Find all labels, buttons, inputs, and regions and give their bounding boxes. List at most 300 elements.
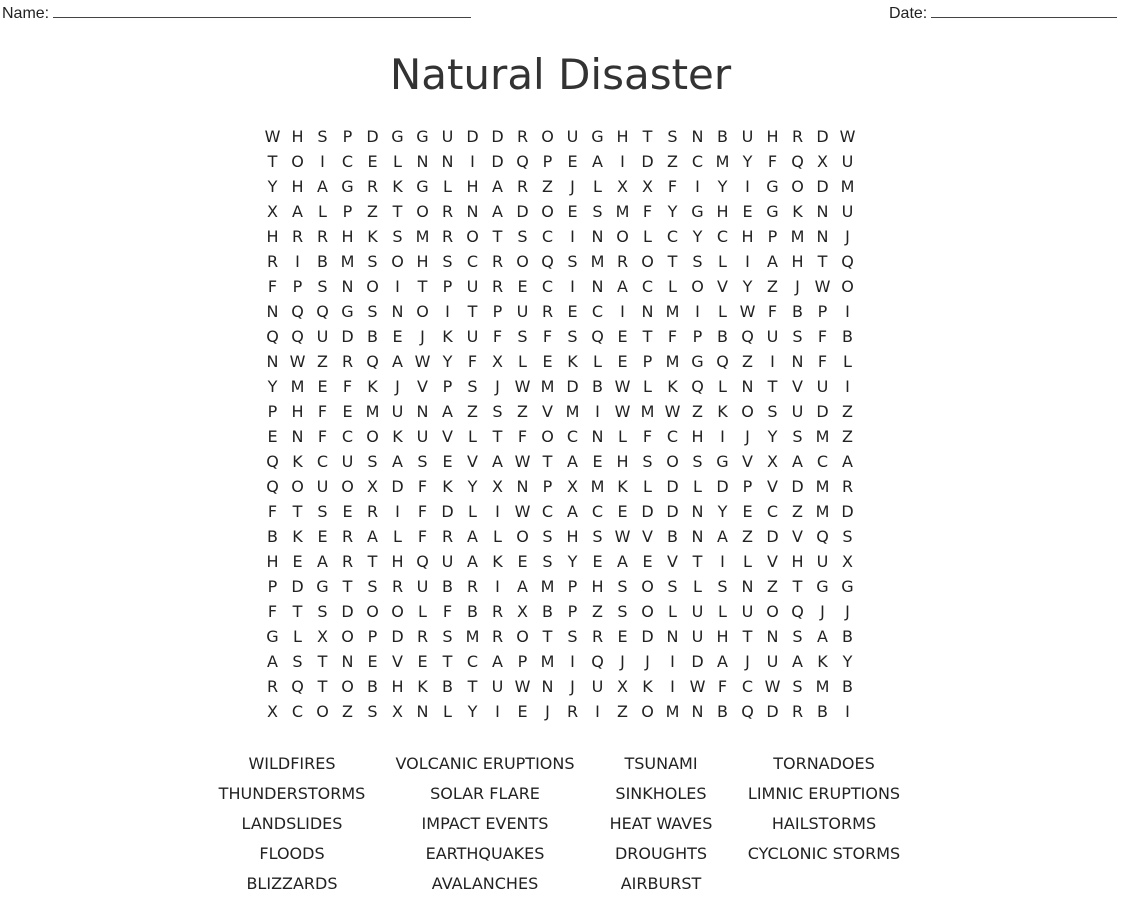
grid-letter[interactable]: K — [392, 427, 403, 446]
grid-letter[interactable]: D — [341, 602, 354, 621]
grid-letter[interactable]: E — [617, 502, 628, 521]
grid-letter[interactable]: Q — [791, 152, 804, 171]
grid-letter[interactable]: W — [664, 402, 681, 421]
grid-letter[interactable]: P — [267, 402, 278, 421]
grid-letter[interactable]: I — [670, 677, 675, 696]
grid-letter[interactable]: R — [441, 227, 454, 246]
grid-letter[interactable]: S — [542, 552, 553, 571]
grid-letter[interactable]: G — [691, 352, 704, 371]
grid-letter[interactable]: I — [770, 352, 775, 371]
grid-letter[interactable]: J — [845, 602, 850, 621]
grid-letter[interactable]: P — [492, 302, 503, 321]
grid-letter[interactable]: A — [442, 402, 453, 421]
grid-letter[interactable]: B — [592, 377, 603, 396]
grid-letter[interactable]: D — [441, 502, 454, 521]
grid-letter[interactable]: J — [570, 677, 575, 696]
grid-letter[interactable]: S — [792, 677, 803, 696]
grid-letter[interactable]: N — [591, 427, 604, 446]
grid-letter[interactable]: O — [516, 252, 529, 271]
grid-letter[interactable]: S — [667, 577, 678, 596]
grid-letter[interactable]: O — [516, 527, 529, 546]
grid-letter[interactable]: N — [516, 477, 529, 496]
grid-letter[interactable]: M — [540, 652, 555, 671]
grid-letter[interactable]: Z — [467, 402, 478, 421]
grid-letter[interactable]: Z — [767, 277, 778, 296]
grid-letter[interactable]: F — [267, 277, 278, 296]
grid-letter[interactable]: E — [742, 202, 753, 221]
grid-letter[interactable]: Y — [767, 427, 778, 446]
grid-letter[interactable]: X — [517, 602, 528, 621]
grid-letter[interactable]: A — [467, 527, 478, 546]
grid-letter[interactable]: D — [716, 477, 729, 496]
grid-letter[interactable]: B — [267, 527, 278, 546]
grid-letter[interactable]: P — [567, 602, 578, 621]
grid-letter[interactable]: U — [816, 552, 829, 571]
grid-letter[interactable]: U — [316, 327, 329, 346]
grid-letter[interactable]: F — [467, 352, 478, 371]
grid-letter[interactable]: G — [591, 127, 604, 146]
grid-letter[interactable]: O — [841, 277, 854, 296]
grid-letter[interactable]: V — [742, 452, 753, 471]
grid-letter[interactable]: E — [442, 452, 453, 471]
grid-letter[interactable]: S — [567, 627, 578, 646]
grid-letter[interactable]: N — [416, 402, 429, 421]
grid-letter[interactable]: S — [317, 602, 328, 621]
grid-letter[interactable]: A — [592, 152, 603, 171]
grid-letter[interactable]: Q — [816, 527, 829, 546]
grid-letter[interactable]: P — [542, 152, 553, 171]
grid-letter[interactable]: X — [617, 677, 628, 696]
grid-letter[interactable]: S — [592, 202, 603, 221]
grid-letter[interactable]: T — [492, 227, 503, 246]
grid-letter[interactable]: Y — [717, 177, 728, 196]
grid-letter[interactable]: Q — [266, 327, 279, 346]
grid-letter[interactable]: O — [616, 227, 629, 246]
grid-letter[interactable]: C — [666, 427, 679, 446]
grid-letter[interactable]: W — [614, 402, 631, 421]
grid-letter[interactable]: E — [317, 377, 328, 396]
grid-letter[interactable]: U — [441, 552, 454, 571]
grid-letter[interactable]: X — [617, 177, 628, 196]
grid-letter[interactable]: G — [341, 177, 354, 196]
grid-letter[interactable]: P — [442, 377, 453, 396]
grid-letter[interactable]: S — [767, 402, 778, 421]
grid-letter[interactable]: L — [743, 552, 752, 571]
grid-letter[interactable]: U — [416, 577, 429, 596]
grid-letter[interactable]: S — [692, 452, 703, 471]
grid-letter[interactable]: L — [668, 602, 677, 621]
grid-letter[interactable]: C — [541, 502, 554, 521]
grid-letter[interactable]: T — [542, 452, 553, 471]
grid-letter[interactable]: Y — [267, 377, 278, 396]
grid-letter[interactable]: D — [641, 627, 654, 646]
grid-letter[interactable]: D — [516, 202, 529, 221]
date-blank-line[interactable] — [931, 3, 1117, 18]
grid-letter[interactable]: D — [566, 377, 579, 396]
grid-letter[interactable]: K — [292, 527, 303, 546]
grid-letter[interactable]: V — [792, 527, 803, 546]
grid-letter[interactable]: E — [317, 527, 328, 546]
grid-letter[interactable]: Y — [842, 652, 853, 671]
grid-letter[interactable]: Y — [467, 477, 478, 496]
grid-letter[interactable]: U — [491, 677, 504, 696]
grid-letter[interactable]: E — [567, 152, 578, 171]
grid-letter[interactable]: Y — [467, 702, 478, 721]
grid-letter[interactable]: P — [292, 277, 303, 296]
grid-letter[interactable]: N — [816, 202, 829, 221]
grid-letter[interactable]: Q — [591, 652, 604, 671]
grid-letter[interactable]: A — [317, 177, 328, 196]
grid-letter[interactable]: S — [517, 227, 528, 246]
grid-letter[interactable]: H — [791, 552, 804, 571]
grid-letter[interactable]: H — [291, 177, 304, 196]
grid-letter[interactable]: N — [666, 627, 679, 646]
grid-letter[interactable]: R — [591, 627, 604, 646]
grid-letter[interactable]: N — [816, 227, 829, 246]
grid-letter[interactable]: V — [717, 277, 728, 296]
grid-letter[interactable]: Y — [742, 277, 753, 296]
grid-letter[interactable]: A — [392, 452, 403, 471]
grid-letter[interactable]: X — [817, 152, 828, 171]
grid-letter[interactable]: C — [591, 502, 604, 521]
grid-letter[interactable]: D — [666, 502, 679, 521]
grid-letter[interactable]: R — [616, 252, 629, 271]
grid-letter[interactable]: S — [367, 252, 378, 271]
grid-letter[interactable]: H — [591, 577, 604, 596]
grid-letter[interactable]: U — [466, 277, 479, 296]
grid-letter[interactable]: T — [442, 652, 453, 671]
grid-letter[interactable]: M — [615, 202, 630, 221]
grid-letter[interactable]: P — [642, 352, 653, 371]
grid-letter[interactable]: E — [392, 327, 403, 346]
grid-letter[interactable]: A — [292, 202, 303, 221]
grid-letter[interactable]: L — [718, 602, 727, 621]
grid-letter[interactable]: T — [667, 252, 678, 271]
grid-letter[interactable]: L — [443, 702, 452, 721]
grid-letter[interactable]: B — [442, 677, 453, 696]
grid-letter[interactable]: U — [566, 127, 579, 146]
grid-letter[interactable]: Q — [791, 602, 804, 621]
grid-letter[interactable]: H — [566, 527, 579, 546]
grid-letter[interactable]: O — [391, 252, 404, 271]
grid-letter[interactable]: N — [691, 527, 704, 546]
grid-letter[interactable]: V — [417, 377, 428, 396]
grid-letter[interactable]: M — [540, 377, 555, 396]
grid-letter[interactable]: O — [666, 452, 679, 471]
grid-letter[interactable]: Z — [592, 602, 603, 621]
grid-letter[interactable]: G — [391, 127, 404, 146]
grid-letter[interactable]: I — [720, 427, 725, 446]
grid-letter[interactable]: F — [667, 177, 678, 196]
grid-letter[interactable]: C — [566, 427, 579, 446]
grid-letter[interactable]: D — [766, 527, 779, 546]
grid-letter[interactable]: B — [467, 602, 478, 621]
grid-letter[interactable]: F — [267, 502, 278, 521]
grid-letter[interactable]: S — [667, 127, 678, 146]
grid-letter[interactable]: O — [641, 577, 654, 596]
grid-letter[interactable]: Y — [742, 152, 753, 171]
grid-letter[interactable]: C — [691, 152, 704, 171]
date-field[interactable] — [889, 3, 1117, 23]
grid-letter[interactable]: N — [766, 627, 779, 646]
grid-letter[interactable]: V — [542, 402, 553, 421]
grid-letter[interactable]: I — [695, 177, 700, 196]
grid-letter[interactable]: U — [466, 327, 479, 346]
grid-letter[interactable]: C — [641, 277, 654, 296]
grid-letter[interactable]: R — [491, 277, 504, 296]
grid-letter[interactable]: A — [792, 652, 803, 671]
grid-letter[interactable]: P — [567, 577, 578, 596]
grid-letter[interactable]: D — [391, 627, 404, 646]
grid-letter[interactable]: W — [514, 677, 531, 696]
grid-letter[interactable]: A — [717, 527, 728, 546]
grid-letter[interactable]: R — [791, 127, 804, 146]
grid-letter[interactable]: E — [567, 202, 578, 221]
grid-letter[interactable]: W — [839, 127, 856, 146]
grid-letter[interactable]: H — [391, 552, 404, 571]
grid-letter[interactable]: Q — [741, 702, 754, 721]
grid-letter[interactable]: T — [542, 627, 553, 646]
grid-letter[interactable]: M — [715, 152, 730, 171]
grid-letter[interactable]: A — [492, 177, 503, 196]
grid-letter[interactable]: D — [641, 152, 654, 171]
grid-letter[interactable]: C — [816, 452, 829, 471]
grid-letter[interactable]: U — [391, 402, 404, 421]
grid-letter[interactable]: H — [616, 452, 629, 471]
grid-letter[interactable]: M — [465, 627, 480, 646]
grid-letter[interactable]: K — [392, 177, 403, 196]
grid-letter[interactable]: U — [316, 477, 329, 496]
grid-letter[interactable]: V — [467, 452, 478, 471]
grid-letter[interactable]: E — [292, 552, 303, 571]
grid-letter[interactable]: T — [467, 677, 478, 696]
grid-letter[interactable]: G — [716, 452, 729, 471]
grid-letter[interactable]: Q — [416, 552, 429, 571]
grid-letter[interactable]: R — [341, 552, 354, 571]
grid-letter[interactable]: N — [391, 302, 404, 321]
grid-letter[interactable]: N — [416, 702, 429, 721]
grid-letter[interactable]: H — [341, 227, 354, 246]
grid-letter[interactable]: H — [416, 252, 429, 271]
grid-letter[interactable]: E — [742, 502, 753, 521]
grid-letter[interactable]: D — [841, 502, 854, 521]
grid-letter[interactable]: B — [842, 677, 853, 696]
grid-letter[interactable]: V — [442, 427, 453, 446]
grid-letter[interactable]: I — [570, 652, 575, 671]
grid-letter[interactable]: U — [741, 127, 754, 146]
grid-letter[interactable]: F — [642, 427, 653, 446]
grid-letter[interactable]: R — [266, 252, 279, 271]
grid-letter[interactable]: S — [317, 502, 328, 521]
grid-letter[interactable]: L — [693, 577, 702, 596]
grid-letter[interactable]: H — [266, 227, 279, 246]
grid-letter[interactable]: L — [668, 277, 677, 296]
grid-letter[interactable]: E — [342, 402, 353, 421]
grid-letter[interactable]: D — [691, 652, 704, 671]
grid-letter[interactable]: U — [441, 127, 454, 146]
grid-letter[interactable]: J — [845, 227, 850, 246]
grid-letter[interactable]: Q — [691, 377, 704, 396]
grid-letter[interactable]: W — [689, 677, 706, 696]
grid-letter[interactable]: W — [264, 127, 281, 146]
grid-letter[interactable]: M — [815, 477, 830, 496]
grid-letter[interactable]: I — [395, 502, 400, 521]
grid-letter[interactable]: E — [592, 552, 603, 571]
grid-letter[interactable]: N — [791, 352, 804, 371]
grid-letter[interactable]: U — [841, 202, 854, 221]
grid-letter[interactable]: U — [741, 602, 754, 621]
grid-letter[interactable]: R — [516, 177, 529, 196]
grid-letter[interactable]: N — [266, 352, 279, 371]
grid-letter[interactable]: B — [367, 327, 378, 346]
grid-letter[interactable]: M — [815, 677, 830, 696]
grid-letter[interactable]: T — [342, 577, 353, 596]
grid-letter[interactable]: I — [595, 702, 600, 721]
grid-letter[interactable]: G — [266, 627, 279, 646]
grid-letter[interactable]: F — [317, 402, 328, 421]
grid-letter[interactable]: E — [617, 352, 628, 371]
grid-letter[interactable]: R — [541, 302, 554, 321]
grid-letter[interactable]: C — [541, 277, 554, 296]
grid-letter[interactable]: L — [693, 477, 702, 496]
grid-letter[interactable]: X — [492, 477, 503, 496]
grid-letter[interactable]: N — [341, 277, 354, 296]
grid-letter[interactable]: E — [517, 277, 528, 296]
grid-letter[interactable]: R — [291, 227, 304, 246]
grid-letter[interactable]: T — [317, 652, 328, 671]
grid-letter[interactable]: L — [468, 427, 477, 446]
grid-letter[interactable]: S — [317, 127, 328, 146]
grid-letter[interactable]: J — [620, 652, 625, 671]
grid-letter[interactable]: H — [766, 127, 779, 146]
grid-letter[interactable]: L — [318, 202, 327, 221]
grid-letter[interactable]: J — [745, 652, 750, 671]
grid-letter[interactable]: J — [795, 277, 800, 296]
grid-letter[interactable]: Z — [692, 402, 703, 421]
grid-letter[interactable]: H — [691, 427, 704, 446]
grid-letter[interactable]: F — [317, 427, 328, 446]
grid-letter[interactable]: D — [491, 152, 504, 171]
grid-letter[interactable]: K — [442, 477, 453, 496]
grid-letter[interactable]: L — [518, 352, 527, 371]
grid-letter[interactable]: D — [366, 127, 379, 146]
grid-letter[interactable]: F — [667, 327, 678, 346]
grid-letter[interactable]: O — [791, 177, 804, 196]
grid-letter[interactable]: V — [392, 652, 403, 671]
grid-letter[interactable]: G — [416, 177, 429, 196]
grid-letter[interactable]: I — [620, 152, 625, 171]
grid-letter[interactable]: O — [341, 477, 354, 496]
grid-letter[interactable]: S — [492, 402, 503, 421]
grid-letter[interactable]: Q — [366, 352, 379, 371]
grid-letter[interactable]: S — [692, 252, 703, 271]
grid-letter[interactable]: N — [541, 677, 554, 696]
grid-letter[interactable]: F — [817, 327, 828, 346]
grid-letter[interactable]: R — [316, 227, 329, 246]
grid-letter[interactable]: Y — [667, 202, 678, 221]
name-field[interactable] — [2, 3, 471, 23]
grid-letter[interactable]: C — [341, 152, 354, 171]
grid-letter[interactable]: P — [267, 577, 278, 596]
grid-letter[interactable]: L — [468, 502, 477, 521]
grid-letter[interactable]: K — [492, 552, 503, 571]
grid-letter[interactable]: T — [292, 502, 303, 521]
grid-letter[interactable]: A — [467, 552, 478, 571]
grid-letter[interactable]: R — [441, 527, 454, 546]
grid-letter[interactable]: M — [590, 477, 605, 496]
grid-letter[interactable]: F — [442, 602, 453, 621]
grid-letter[interactable]: A — [492, 452, 503, 471]
grid-letter[interactable]: R — [341, 527, 354, 546]
grid-letter[interactable]: H — [266, 552, 279, 571]
grid-letter[interactable]: D — [766, 702, 779, 721]
grid-letter[interactable]: F — [517, 427, 528, 446]
grid-letter[interactable]: C — [291, 702, 304, 721]
grid-letter[interactable]: S — [392, 227, 403, 246]
grid-letter[interactable]: T — [642, 127, 653, 146]
grid-letter[interactable]: T — [692, 552, 703, 571]
grid-letter[interactable]: I — [845, 302, 850, 321]
grid-letter[interactable]: N — [466, 202, 479, 221]
grid-letter[interactable]: S — [567, 327, 578, 346]
grid-letter[interactable]: O — [541, 427, 554, 446]
grid-letter[interactable]: A — [617, 277, 628, 296]
grid-letter[interactable]: G — [816, 577, 829, 596]
grid-letter[interactable]: J — [745, 427, 750, 446]
grid-letter[interactable]: C — [666, 227, 679, 246]
grid-letter[interactable]: O — [541, 202, 554, 221]
grid-letter[interactable]: E — [417, 652, 428, 671]
grid-letter[interactable]: T — [317, 677, 328, 696]
grid-letter[interactable]: B — [442, 577, 453, 596]
grid-letter[interactable]: E — [267, 427, 278, 446]
grid-letter[interactable]: T — [817, 252, 828, 271]
grid-letter[interactable]: Q — [291, 327, 304, 346]
grid-letter[interactable]: R — [491, 602, 504, 621]
grid-letter[interactable]: S — [367, 577, 378, 596]
grid-letter[interactable]: S — [542, 527, 553, 546]
grid-letter[interactable]: L — [393, 527, 402, 546]
grid-letter[interactable]: E — [592, 452, 603, 471]
grid-letter[interactable]: V — [767, 552, 778, 571]
grid-letter[interactable]: F — [817, 352, 828, 371]
grid-letter[interactable]: B — [667, 527, 678, 546]
grid-letter[interactable]: W — [814, 277, 831, 296]
grid-letter[interactable]: P — [517, 652, 528, 671]
grid-letter[interactable]: U — [591, 677, 604, 696]
grid-letter[interactable]: L — [618, 427, 627, 446]
grid-letter[interactable]: U — [341, 452, 354, 471]
grid-letter[interactable]: B — [842, 627, 853, 646]
grid-letter[interactable]: Y — [717, 502, 728, 521]
grid-letter[interactable]: M — [815, 427, 830, 446]
grid-letter[interactable]: O — [416, 302, 429, 321]
grid-letter[interactable]: H — [716, 627, 729, 646]
grid-letter[interactable]: C — [741, 677, 754, 696]
grid-letter[interactable]: I — [295, 252, 300, 271]
grid-letter[interactable]: S — [367, 302, 378, 321]
grid-letter[interactable]: G — [766, 177, 779, 196]
grid-letter[interactable]: G — [416, 127, 429, 146]
grid-letter[interactable]: Q — [716, 352, 729, 371]
grid-letter[interactable]: K — [642, 677, 653, 696]
grid-letter[interactable]: Y — [692, 227, 703, 246]
grid-letter[interactable]: E — [367, 152, 378, 171]
grid-letter[interactable]: F — [417, 477, 428, 496]
grid-letter[interactable]: A — [817, 627, 828, 646]
grid-letter[interactable]: G — [841, 577, 854, 596]
grid-letter[interactable]: Q — [741, 327, 754, 346]
